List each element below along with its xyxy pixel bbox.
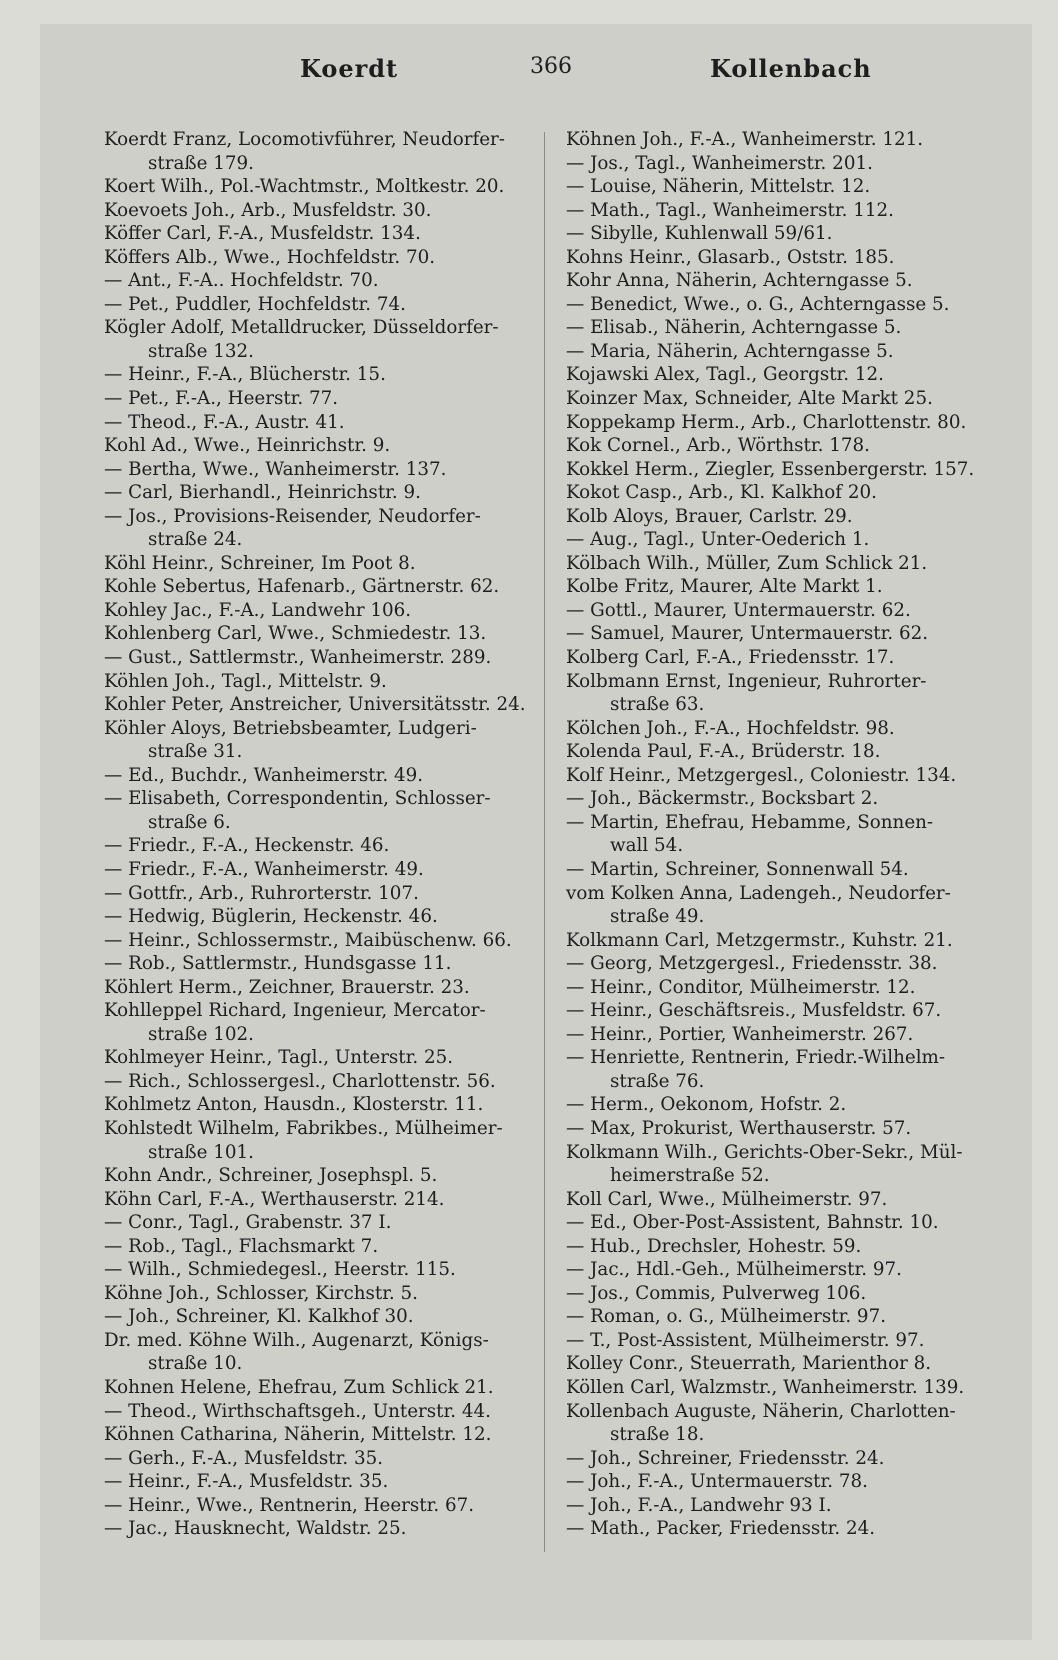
directory-entry: Kohley Jac., F.-A., Landwehr 106. bbox=[104, 599, 412, 621]
directory-entry-continuation: straße 10. bbox=[148, 1353, 243, 1375]
directory-entry-continuation: wall 54. bbox=[610, 835, 684, 857]
directory-entry: Kohler Peter, Anstreicher, Universitätsstr. 24. bbox=[104, 694, 526, 716]
directory-entry: — Jos., Commis, Pulverweg 106. bbox=[566, 1282, 867, 1304]
directory-entry-continuation: straße 6. bbox=[148, 811, 231, 833]
directory-entry: Kohlenberg Carl, Wwe., Schmiedestr. 13. bbox=[104, 623, 487, 645]
directory-entry-continuation: straße 101. bbox=[148, 1141, 254, 1163]
directory-entry: vom Kolken Anna, Ladengeh., Neudorfer- bbox=[566, 882, 951, 904]
page-number: 366 bbox=[530, 54, 572, 79]
directory-entry: Koll Carl, Wwe., Mülheimerstr. 97. bbox=[566, 1188, 888, 1210]
directory-entry: — Pet., F.-A., Heerstr. 77. bbox=[104, 388, 339, 410]
directory-entry-continuation: straße 63. bbox=[610, 694, 705, 716]
directory-entry: — Rich., Schlossergesl., Charlottenstr. 56. bbox=[104, 1070, 496, 1092]
directory-entry-continuation: straße 31. bbox=[148, 741, 243, 763]
directory-entry: — Heinr., Wwe., Rentnerin, Heerstr. 67. bbox=[104, 1494, 475, 1516]
directory-entry: — Aug., Tagl., Unter-Oederich 1. bbox=[566, 529, 870, 551]
directory-entry: Köhlen Joh., Tagl., Mittelstr. 9. bbox=[104, 670, 387, 692]
directory-entry: — Benedict, Wwe., o. G., Achterngasse 5. bbox=[566, 293, 950, 315]
column-divider bbox=[544, 132, 545, 1552]
directory-entry: Köhne Joh., Schlosser, Kirchstr. 5. bbox=[104, 1282, 418, 1304]
directory-entry: Köhlert Herm., Zeichner, Brauerstr. 23. bbox=[104, 976, 470, 998]
directory-entry: Kohlmetz Anton, Hausdn., Klosterstr. 11. bbox=[104, 1094, 484, 1116]
directory-entry: Kohle Sebertus, Hafenarb., Gärtnerstr. 62. bbox=[104, 576, 500, 598]
directory-entry: — Math., Packer, Friedensstr. 24. bbox=[566, 1518, 876, 1540]
directory-entry: — Samuel, Maurer, Untermauerstr. 62. bbox=[566, 623, 929, 645]
directory-entry: — Wilh., Schmiedegesl., Heerstr. 115. bbox=[104, 1259, 456, 1281]
directory-entry: — Theod., F.-A., Austr. 41. bbox=[104, 411, 345, 433]
directory-entry: — Pet., Puddler, Hochfeldstr. 74. bbox=[104, 293, 406, 315]
directory-entry-continuation: straße 18. bbox=[610, 1424, 705, 1446]
directory-entry: — Gottl., Maurer, Untermauerstr. 62. bbox=[566, 599, 911, 621]
directory-entry: Kohl Ad., Wwe., Heinrichstr. 9. bbox=[104, 435, 391, 457]
directory-entry: Köhl Heinr., Schreiner, Im Poot 8. bbox=[104, 552, 416, 574]
directory-entry: — Ed., Ober-Post-Assistent, Bahnstr. 10. bbox=[566, 1212, 939, 1234]
directory-entry-continuation: straße 179. bbox=[148, 152, 254, 174]
directory-entry: Kolbe Fritz, Maurer, Alte Markt 1. bbox=[566, 576, 883, 598]
directory-entry: Kolley Conr., Steuerrath, Marienthor 8. bbox=[566, 1353, 932, 1375]
right-column bbox=[566, 128, 1006, 1541]
directory-entry: Kokkel Herm., Ziegler, Essenbergerstr. 157. bbox=[566, 458, 975, 480]
directory-entry: Kohns Heinr., Glasarb., Oststr. 185. bbox=[566, 246, 895, 268]
directory-entry: — Heinr., Geschäftsreis., Musfeldstr. 67. bbox=[566, 1000, 942, 1022]
directory-entry: Kolberg Carl, F.-A., Friedensstr. 17. bbox=[566, 647, 895, 669]
directory-entry: Köffers Alb., Wwe., Hochfeldstr. 70. bbox=[104, 246, 436, 268]
directory-entry: Kohlleppel Richard, Ingenieur, Mercator- bbox=[104, 1000, 486, 1022]
directory-entry: — Martin, Ehefrau, Hebamme, Sonnen- bbox=[566, 811, 934, 833]
directory-entry-continuation: straße 49. bbox=[610, 906, 705, 928]
directory-entry: — Max, Prokurist, Werthauserstr. 57. bbox=[566, 1117, 912, 1139]
directory-entry: Kohnen Helene, Ehefrau, Zum Schlick 21. bbox=[104, 1376, 494, 1398]
directory-entry: Kolf Heinr., Metzgergesl., Coloniestr. 134. bbox=[566, 764, 957, 786]
directory-entry: Kolkmann Carl, Metzgermstr., Kuhstr. 21. bbox=[566, 929, 953, 951]
directory-entry: — Friedr., F.-A., Heckenstr. 46. bbox=[104, 835, 390, 857]
directory-entry: — Elisabeth, Correspondentin, Schlosser- bbox=[104, 788, 491, 810]
directory-entry: Kolenda Paul, F.-A., Brüderstr. 18. bbox=[566, 741, 881, 763]
directory-entry: — Elisab., Näherin, Achterngasse 5. bbox=[566, 317, 902, 339]
directory-entry: Kolbmann Ernst, Ingenieur, Ruhrorter- bbox=[566, 670, 927, 692]
directory-entry-continuation: straße 102. bbox=[148, 1023, 254, 1045]
directory-entry: — Friedr., F.-A., Wanheimerstr. 49. bbox=[104, 858, 424, 880]
directory-entry: Dr. med. Köhne Wilh., Augenarzt, Königs- bbox=[104, 1329, 489, 1351]
directory-entry: Köhnen Joh., F.-A., Wanheimerstr. 121. bbox=[566, 129, 924, 150]
directory-entry: Kohlmeyer Heinr., Tagl., Unterstr. 25. bbox=[104, 1047, 454, 1069]
directory-entry: Kojawski Alex, Tagl., Georgstr. 12. bbox=[566, 364, 884, 386]
directory-entry: — Heinr., F.-A., Blücherstr. 15. bbox=[104, 364, 386, 386]
directory-entry: — Carl, Bierhandl., Heinrichstr. 9. bbox=[104, 482, 421, 504]
directory-entry: — Joh., F.-A., Landwehr 93 I. bbox=[566, 1494, 832, 1516]
directory-entry: — T., Post-Assistent, Mülheimerstr. 97. bbox=[566, 1329, 925, 1351]
directory-entry: — Conr., Tagl., Grabenstr. 37 I. bbox=[104, 1212, 392, 1234]
directory-entry: — Heinr., Conditor, Mülheimerstr. 12. bbox=[566, 976, 916, 998]
directory-entry: Kögler Adolf, Metalldrucker, Düsseldorfer- bbox=[104, 317, 499, 339]
directory-entry: — Gerh., F.-A., Musfeldstr. 35. bbox=[104, 1447, 384, 1469]
directory-entry: — Joh., Schreiner, Friedensstr. 24. bbox=[566, 1447, 885, 1469]
directory-entry: — Roman, o. G., Mülheimerstr. 97. bbox=[566, 1306, 887, 1328]
directory-entry-continuation: straße 24. bbox=[148, 529, 243, 551]
directory-entry: — Heinr., F.-A., Musfeldstr. 35. bbox=[104, 1471, 389, 1493]
left-column bbox=[104, 128, 534, 1541]
directory-entry: — Georg, Metzgergesl., Friedensstr. 38. bbox=[566, 953, 938, 975]
directory-entry: Kölbach Wilh., Müller, Zum Schlick 21. bbox=[566, 552, 928, 574]
directory-entry: — Joh., Schreiner, Kl. Kalkhof 30. bbox=[104, 1306, 414, 1328]
directory-entry: — Ed., Buchdr., Wanheimerstr. 49. bbox=[104, 764, 424, 786]
directory-entry: Köhnen Catharina, Näherin, Mittelstr. 12. bbox=[104, 1424, 492, 1446]
directory-entry: Koppekamp Herm., Arb., Charlottenstr. 80. bbox=[566, 411, 967, 433]
directory-entry: — Rob., Tagl., Flachsmarkt 7. bbox=[104, 1235, 379, 1257]
directory-entry: — Herm., Oekonom, Hofstr. 2. bbox=[566, 1094, 847, 1116]
directory-entry: Kolb Aloys, Brauer, Carlstr. 29. bbox=[566, 505, 853, 527]
directory-entry: — Jac., Hdl.-Geh., Mülheimerstr. 97. bbox=[566, 1259, 902, 1281]
directory-entry: — Math., Tagl., Wanheimerstr. 112. bbox=[566, 199, 894, 221]
directory-entry: — Heinr., Schlossermstr., Maibüschenw. 66. bbox=[104, 929, 512, 951]
directory-entry-continuation: straße 132. bbox=[148, 340, 254, 362]
directory-entry: Koinzer Max, Schneider, Alte Markt 25. bbox=[566, 388, 933, 410]
directory-entry: — Bertha, Wwe., Wanheimerstr. 137. bbox=[104, 458, 447, 480]
directory-entry: — Hedwig, Büglerin, Heckenstr. 46. bbox=[104, 906, 438, 928]
directory-entry: — Heinr., Portier, Wanheimerstr. 267. bbox=[566, 1023, 914, 1045]
directory-entry: Kokot Casp., Arb., Kl. Kalkhof 20. bbox=[566, 482, 877, 504]
directory-entry: — Jac., Hausknecht, Waldstr. 25. bbox=[104, 1518, 407, 1540]
page-header bbox=[70, 54, 1000, 94]
directory-entry: Köffer Carl, F.-A., Musfeldstr. 134. bbox=[104, 223, 421, 245]
directory-entry: — Henriette, Rentnerin, Friedr.-Wilhelm- bbox=[566, 1047, 946, 1069]
directory-entry: Kohlstedt Wilhelm, Fabrikbes., Mülheimer- bbox=[104, 1117, 503, 1139]
directory-entry: — Joh., F.-A., Untermauerstr. 78. bbox=[566, 1471, 868, 1493]
header-left-keyword: Koerdt bbox=[300, 54, 399, 83]
directory-entry: — Hub., Drechsler, Hohestr. 59. bbox=[566, 1235, 862, 1257]
directory-entry: — Rob., Sattlermstr., Hundsgasse 11. bbox=[104, 953, 452, 975]
directory-entry: Köllen Carl, Walzmstr., Wanheimerstr. 139. bbox=[566, 1376, 965, 1398]
directory-entry: Kollenbach Auguste, Näherin, Charlotten- bbox=[566, 1400, 956, 1422]
directory-entry: — Sibylle, Kuhlenwall 59/61. bbox=[566, 223, 833, 245]
directory-entry: — Louise, Näherin, Mittelstr. 12. bbox=[566, 176, 871, 198]
directory-entry: Kohr Anna, Näherin, Achterngasse 5. bbox=[566, 270, 913, 292]
directory-entry: Kohn Andr., Schreiner, Josephspl. 5. bbox=[104, 1165, 438, 1187]
directory-entry: — Jos., Tagl., Wanheimerstr. 201. bbox=[566, 152, 873, 174]
directory-entry: Koert Wilh., Pol.-Wachtmstr., Moltkestr. 20. bbox=[104, 176, 505, 198]
directory-entry: Köhler Aloys, Betriebsbeamter, Ludgeri- bbox=[104, 717, 477, 739]
directory-entry: — Ant., F.-A.. Hochfeldstr. 70. bbox=[104, 270, 379, 292]
directory-entry: — Theod., Wirthschaftsgeh., Unterstr. 44. bbox=[104, 1400, 491, 1422]
directory-entry: Koevoets Joh., Arb., Musfeldstr. 30. bbox=[104, 199, 432, 221]
directory-entry: — Joh., Bäckermstr., Bocksbart 2. bbox=[566, 788, 879, 810]
header-right-keyword: Kollenbach bbox=[710, 54, 872, 83]
directory-entry: Kok Cornel., Arb., Wörthstr. 178. bbox=[566, 435, 870, 457]
directory-entry-continuation: straße 76. bbox=[610, 1070, 705, 1092]
directory-entry-continuation: heimerstraße 52. bbox=[610, 1165, 770, 1187]
directory-entry: Koerdt Franz, Locomotivführer, Neudorfer- bbox=[104, 129, 505, 150]
directory-entry: Kolkmann Wilh., Gerichts-Ober-Sekr., Mül- bbox=[566, 1141, 963, 1163]
directory-entry: — Gust., Sattlermstr., Wanheimerstr. 289. bbox=[104, 647, 492, 669]
directory-entry: Kölchen Joh., F.-A., Hochfeldstr. 98. bbox=[566, 717, 895, 739]
directory-entry: Köhn Carl, F.-A., Werthauserstr. 214. bbox=[104, 1188, 445, 1210]
directory-entry: — Jos., Provisions-Reisender, Neudorfer- bbox=[104, 505, 481, 527]
directory-entry: — Gottfr., Arb., Ruhrorterstr. 107. bbox=[104, 882, 419, 904]
directory-entry: — Martin, Schreiner, Sonnenwall 54. bbox=[566, 858, 909, 880]
directory-entry: — Maria, Näherin, Achterngasse 5. bbox=[566, 340, 894, 362]
